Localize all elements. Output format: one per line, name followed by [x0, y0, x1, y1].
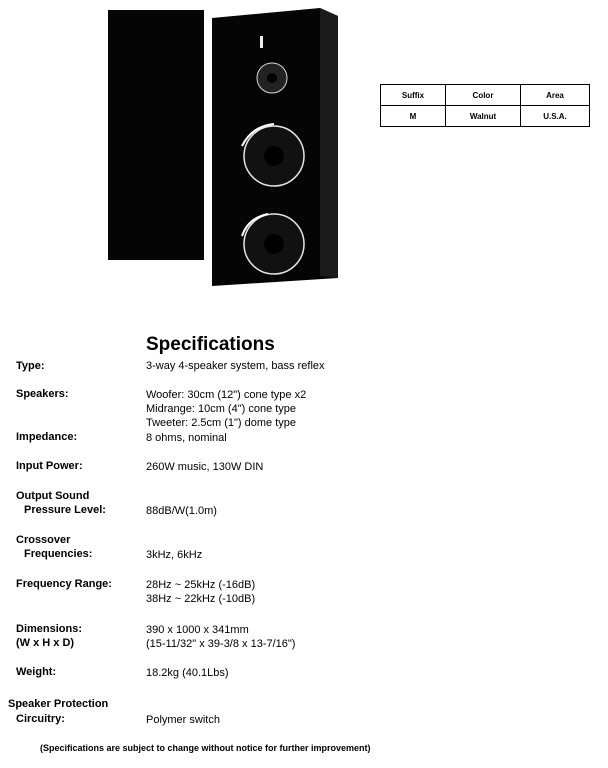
- protection-label-2: Circuitry:: [16, 713, 65, 725]
- table-row: [381, 106, 590, 127]
- cell-suffix: M: [381, 106, 446, 127]
- output-sound-label-1: Output Sound: [16, 490, 90, 502]
- crossover-label-1: Crossover: [16, 534, 71, 546]
- protection-value: Polymer switch: [146, 714, 220, 726]
- speaker-cabinet-image: [212, 8, 342, 286]
- frequency-range-line-1: 28Hz ~ 25kHz (-16dB): [146, 579, 256, 591]
- specifications-footnote: (Specifications are subject to change without notice for further improvement): [40, 743, 371, 753]
- protection-label-1: Speaker Protection: [8, 698, 109, 710]
- speakers-label: Speakers:: [16, 388, 69, 400]
- header-color: Color: [446, 85, 521, 106]
- crossover-label-2: Frequencies:: [24, 548, 93, 560]
- frequency-range-line-2: 38Hz ~ 22kHz (-10dB): [146, 593, 256, 605]
- table-header-row: [381, 85, 590, 106]
- cell-area: U.S.A.: [521, 106, 590, 127]
- output-sound-label-2: Pressure Level:: [24, 504, 106, 516]
- type-value: 3-way 4-speaker system, bass reflex: [146, 360, 325, 372]
- header-area: Area: [521, 85, 590, 106]
- speakers-woofer: Woofer: 30cm (12") cone type x2: [146, 389, 307, 401]
- speakers-tweeter: Tweeter: 2.5cm (1") dome type: [146, 417, 297, 429]
- impedance-label: Impedance:: [16, 431, 78, 443]
- input-power-label: Input Power:: [16, 460, 83, 472]
- cell-color: Walnut: [446, 106, 521, 127]
- weight-value: 18.2kg (40.1Lbs): [146, 667, 229, 679]
- frequency-range-label: Frequency Range:: [16, 578, 112, 590]
- dimensions-line-1: 390 x 1000 x 341mm: [146, 624, 249, 636]
- input-power-value: 260W music, 130W DIN: [146, 461, 264, 473]
- specifications-title: Specifications: [146, 334, 275, 355]
- output-sound-value: 88dB/W(1.0m): [146, 505, 217, 517]
- dimensions-label-1: Dimensions:: [16, 623, 83, 635]
- speakers-midrange: Midrange: 10cm (4") cone type: [146, 403, 297, 415]
- type-label: Type:: [16, 360, 45, 372]
- suffix-table: [380, 84, 590, 127]
- speaker-grille-image: [108, 10, 204, 260]
- crossover-value: 3kHz, 6kHz: [146, 549, 203, 561]
- dimensions-label-2: (W x H x D): [16, 637, 75, 649]
- weight-label: Weight:: [16, 666, 57, 678]
- dimensions-line-2: (15-11/32" x 39-3/8 x 13-7/16"): [146, 638, 296, 650]
- impedance-value: 8 ohms, nominal: [146, 432, 227, 444]
- header-suffix: Suffix: [381, 85, 446, 106]
